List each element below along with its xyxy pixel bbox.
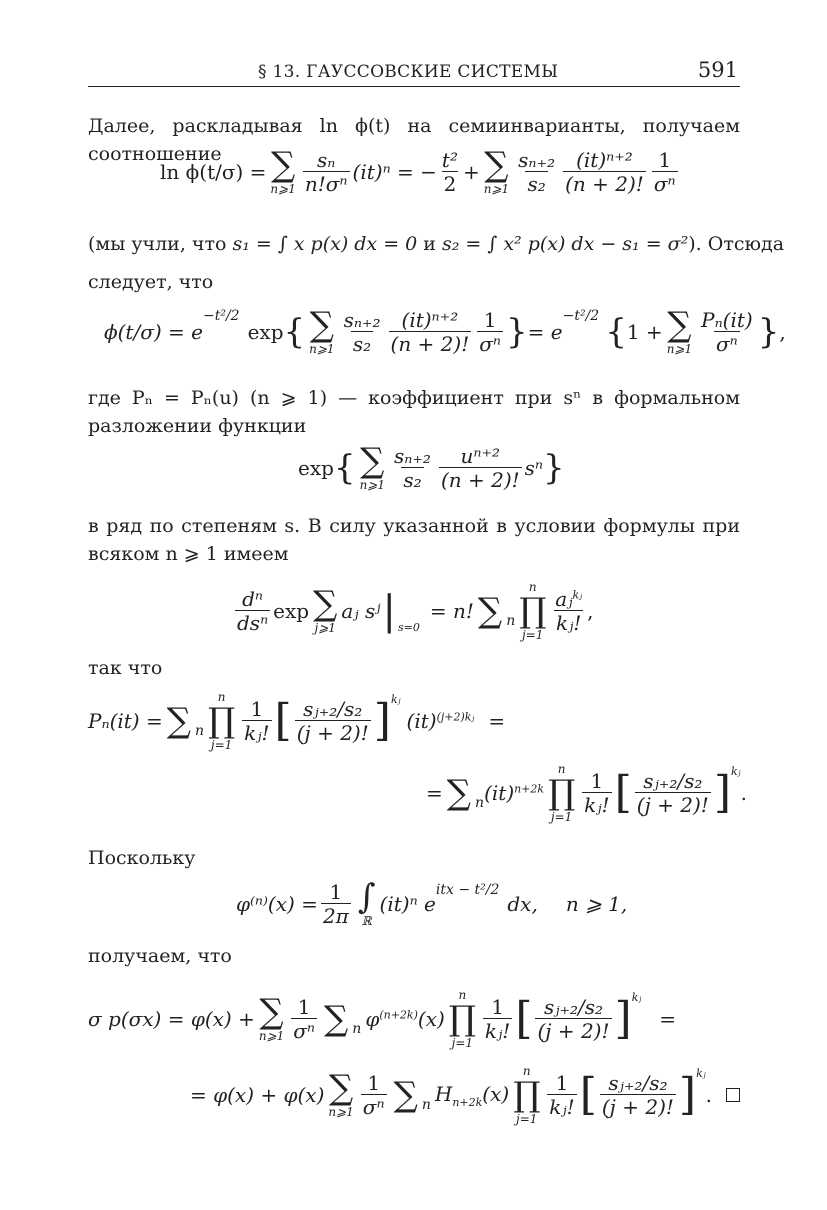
sum-sign: ∑	[324, 999, 349, 1039]
formula-1	[160, 145, 681, 196]
fraction: $\frac{1}{\text{σⁿ}}$	[653, 148, 676, 196]
equals-sign: =	[659, 1007, 677, 1031]
p2-part-b: и	[423, 233, 436, 255]
left-bracket: [	[274, 695, 292, 746]
formula-8-line-1	[88, 988, 676, 1050]
sum-sign: ∑	[446, 773, 472, 813]
formula-4	[298, 441, 565, 492]
page-number: 591	[697, 58, 738, 82]
left-brace: {	[283, 312, 306, 352]
period: .	[705, 1083, 713, 1107]
fraction: $\frac{\text{uⁿ⁺²}}{(n + 2)!}$	[440, 444, 520, 492]
phi-derivative: $\varphi^{(n+2k)}(x)$	[365, 1007, 445, 1031]
left-brace: {	[333, 448, 356, 488]
fraction: $\frac{\text{sₙ}}{\text{n!σⁿ}}$	[304, 148, 348, 196]
fraction: $\frac{1}{\text{kⱼ!}}$	[584, 769, 610, 817]
sum-sign: ∑ n⩾1	[328, 1068, 354, 1119]
sum-sign: ∑	[166, 701, 191, 741]
integrand: (it)ⁿ e	[379, 892, 436, 916]
formula-3-lhs: ϕ(t/σ) = e	[104, 320, 203, 344]
bracket-exponent: kⱼ	[631, 990, 642, 1004]
formula-6-eq: =	[488, 709, 506, 733]
sum-sign: ∑ n⩾1	[359, 441, 385, 492]
fraction: $\frac{\text{sₙ₊₂}}{\text{s₂}}$	[518, 148, 556, 196]
right-brace: }	[543, 448, 565, 488]
product-sign: n ∏ j=1	[208, 690, 236, 752]
fraction: $\frac{\text{sⱼ₊₂/s₂}}{(j + 2)!}$	[601, 1071, 674, 1119]
fraction: $\frac{\text{sⱼ₊₂/s₂}}{(j + 2)!}$	[296, 697, 369, 745]
left-brace: {	[605, 312, 627, 352]
fraction: $\frac{\text{sⱼ₊₂/s₂}}{(j + 2)!}$	[537, 995, 610, 1043]
formula-6-line-2	[426, 762, 747, 824]
p2-part-c: ). Отсюда	[688, 233, 785, 255]
formula-5-exp: exp	[273, 599, 310, 623]
sum-subscript: n	[195, 723, 205, 739]
formula-6-line-1	[88, 690, 505, 752]
formula-5	[232, 580, 593, 642]
exponent: −t²/2	[562, 308, 600, 324]
exponent: −t²/2	[202, 308, 240, 324]
fraction: $\frac{1}{\text{σⁿ}}$	[362, 1071, 385, 1119]
product-sign: n ∏ j=1	[548, 762, 576, 824]
sum-subscript: n	[352, 1021, 362, 1037]
formula-3-eq: = e	[527, 320, 563, 344]
paragraph-2-continued: следует, что	[88, 271, 214, 293]
sum-sign: ∑ n⩾1	[258, 992, 285, 1043]
formula-7	[236, 877, 628, 928]
aj-sj: aⱼ sʲ	[341, 599, 381, 623]
formula-8-line-2	[190, 1064, 740, 1126]
running-head	[88, 56, 740, 87]
fraction: $\frac{1}{2\pi}$	[322, 880, 349, 928]
formula-3	[104, 305, 786, 356]
right-bracket: ]	[678, 1069, 697, 1120]
s-power: sⁿ	[524, 456, 544, 480]
paragraph-5: так что	[88, 657, 163, 679]
paragraph-1: Далее, раскладывая ln ϕ(t) на семиинварианты, получаем соотношение	[88, 115, 740, 165]
dx: dx,	[507, 892, 538, 916]
right-bracket: ]	[614, 993, 632, 1044]
formula-8-lhs: σ p(σx) = φ(x) +	[88, 1007, 255, 1031]
fraction: $\frac{\text{t²}}{2}$	[441, 148, 458, 196]
product-sign: n ∏ j=1	[448, 988, 476, 1050]
paragraph-2	[88, 230, 785, 258]
evaluation-point: s=0	[397, 620, 420, 634]
section-title: § 13. ГАУССОВСКИЕ СИСТЕМЫ	[258, 62, 559, 82]
sum-sign: ∑ n⩾1	[483, 145, 510, 196]
bracket-exponent: kⱼ	[390, 692, 401, 706]
comma: ,	[587, 599, 594, 623]
formula-4-exp: exp	[298, 456, 334, 480]
fraction: $\frac{1}{\text{σⁿ}}$	[293, 995, 316, 1043]
fraction: $\frac{\text{sⱼ₊₂/s₂}}{(j + 2)!}$	[636, 769, 709, 817]
it-power: (it)$^{(j+2)kⱼ}$	[406, 709, 475, 733]
formula-1-lhs: ln ϕ(t/σ) =	[160, 160, 267, 184]
hermite-term: $H_{n+2k}(x)$	[434, 1081, 510, 1109]
bracket-exponent: kⱼ	[696, 1066, 706, 1080]
formula-5-eq: = n!	[429, 599, 474, 623]
fraction: $\frac{\text{sₙ₊₂}}{\text{s₂}}$	[343, 308, 381, 356]
left-bracket: [	[515, 993, 533, 1044]
fraction: $\frac{\text{sₙ₊₂}}{\text{s₂}}$	[393, 444, 431, 492]
sum-sign: ∑ n⩾1	[666, 305, 693, 356]
qed-square-icon	[726, 1088, 740, 1102]
product-sign: n ∏ j=1	[513, 1064, 541, 1126]
sum-sign: ∑	[477, 591, 503, 631]
left-bracket: [	[614, 767, 632, 818]
right-brace: }	[757, 312, 780, 352]
s1-formula: s₁ = ∫ x p(x) dx = 0	[232, 233, 418, 255]
s2-formula: s₂ = ∫ x² p(x) dx − s₁ = σ²	[442, 233, 689, 255]
integrand-exponent: itx − t²/2	[435, 882, 500, 898]
sum-sign: ∑ j⩾1	[313, 584, 338, 635]
fraction: $\frac{\text{(it)ⁿ⁺²}}{(n + 2)!}$	[565, 148, 644, 196]
right-brace: }	[506, 312, 528, 352]
left-bracket: [	[579, 1069, 597, 1120]
fraction: $\frac{1}{\text{kⱼ!}}$	[549, 1071, 575, 1119]
integral-sign: ∫ ℝ	[357, 877, 376, 928]
paragraph-4: в ряд по степеням s. В силу указанной в условии формулы при всяком n ⩾ 1 имеем	[88, 515, 740, 565]
formula-8-second: = φ(x) + φ(x)	[190, 1083, 325, 1107]
product-sign: n ∏ j=1	[519, 580, 547, 642]
fraction: $\frac{\text{dⁿ}}{\text{dsⁿ}}$	[237, 587, 269, 635]
fraction: $\frac{\text{Pₙ(it)}}{\text{σⁿ}}$	[701, 308, 753, 356]
formula-7-lhs: φ⁽ⁿ⁾(x) =	[236, 892, 318, 916]
sum-subscript: n	[475, 795, 485, 811]
formula-6-eq-2: =	[426, 781, 443, 805]
sum-sign: ∑ n⩾1	[309, 305, 335, 356]
fraction: $\frac{1}{\text{kⱼ!}}$	[484, 995, 511, 1043]
fraction: $\frac{\text{(it)ⁿ⁺²}}{(n + 2)!}$	[390, 308, 470, 356]
comma: ,	[779, 320, 786, 344]
formula-1-mid: (it)ⁿ = −	[352, 160, 437, 184]
evaluation-bar: |	[382, 588, 396, 634]
sum-subscript: n	[506, 613, 516, 629]
fraction: $\frac{1}{\text{σⁿ}}$	[479, 308, 502, 356]
fraction: $\frac{aⱼ^{kⱼ}}{\text{kⱼ!}}$	[555, 587, 583, 635]
p2-part-a: (мы учли, что	[88, 233, 227, 255]
paragraph-3: где Pₙ = Pₙ(u) (n ⩾ 1) — коэффициент при sⁿ в формальном разложении функции	[88, 387, 740, 437]
right-bracket: ]	[373, 695, 391, 746]
formula-3-exp: exp	[247, 320, 284, 344]
paragraph-6: Поскольку	[88, 847, 196, 869]
formula-6-lhs: Pₙ(it) =	[88, 709, 163, 733]
formula-1-plus: +	[462, 160, 480, 184]
fraction: $\frac{1}{\text{kⱼ!}}$	[244, 697, 270, 745]
sum-sign: ∑ n⩾1	[270, 145, 296, 196]
sum-subscript: n	[421, 1097, 431, 1113]
sum-sign: ∑	[393, 1075, 418, 1115]
formula-7-condition: n ⩾ 1,	[565, 892, 628, 916]
bracket-exponent: kⱼ	[731, 764, 741, 778]
paragraph-7: получаем, что	[88, 945, 232, 967]
right-bracket: ]	[713, 767, 731, 818]
formula-3-one: 1 +	[626, 320, 663, 344]
period: .	[740, 781, 747, 805]
it-power: (it)$^{n+2k}$	[484, 781, 545, 805]
